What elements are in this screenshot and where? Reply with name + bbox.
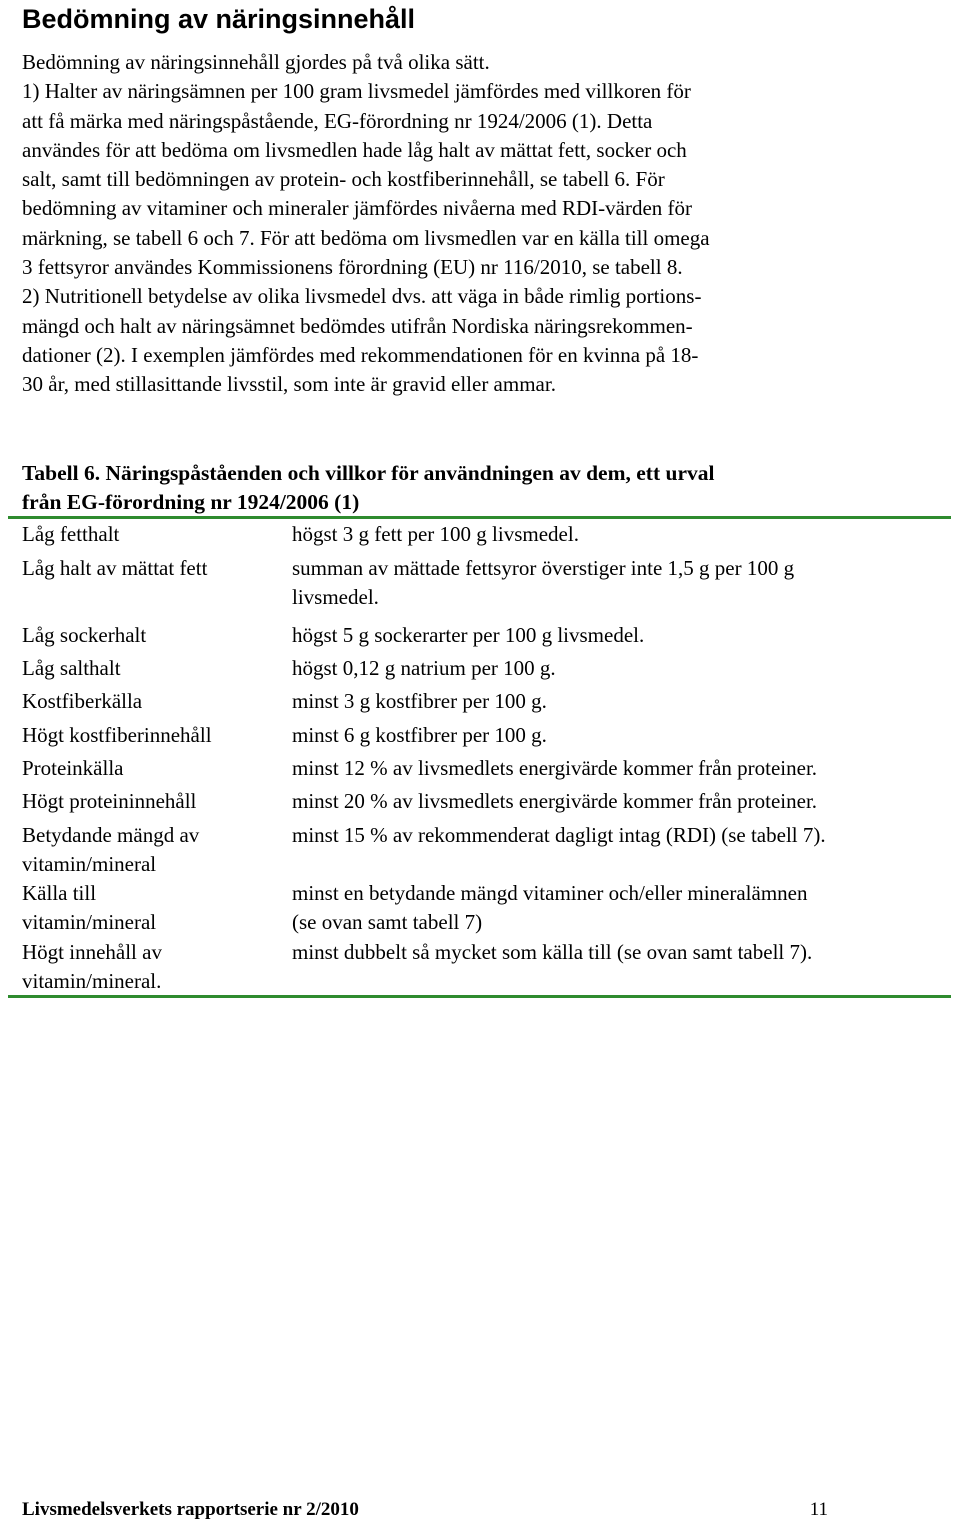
table-caption-line: från EG-förordning nr 1924/2006 (1) [22, 490, 360, 514]
claim-term-line: Högt proteininnehåll [22, 789, 197, 813]
page-number: 11 [809, 1499, 828, 1520]
claim-condition-line: minst 20 % av livsmedlets energivärde kommer från proteiner. [292, 789, 818, 813]
claim-term [22, 787, 284, 816]
claim-term-line: vitamin/mineral [22, 910, 157, 935]
claim-condition [292, 879, 952, 938]
claim-term-line: Proteinkälla [22, 756, 124, 780]
claim-term [22, 721, 284, 750]
intro-line: bedömning av vitaminer och mineraler jämfördes nivåerna med RDI-värden för [22, 196, 693, 221]
claim-term [22, 621, 284, 650]
claim-condition [292, 938, 952, 967]
claim-condition-line: minst en betydande mängd vitaminer och/eller mineralämnen [292, 881, 808, 905]
claim-term-line: Låg halt av mättat fett [22, 556, 208, 580]
claim-condition-line: högst 3 g fett per 100 g livsmedel. [292, 522, 579, 546]
intro-line: dationer (2). I exemplen jämfördes med rekommendationen för en kvinna på 18- [22, 342, 699, 367]
intro-line: Bedömning av näringsinnehåll gjordes på två olika sätt. [22, 50, 490, 74]
claim-condition-line: summan av mättade fettsyror överstiger inte 1,5 g per 100 g [292, 556, 795, 580]
claim-term [22, 938, 284, 997]
intro-line: 1) Halter av näringsämnen per 100 gram livsmedel jämfördes med villkoren för [22, 79, 691, 104]
intro-line: märkning, se tabell 6 och 7. För att bedöma om livsmedlen var en källa till omega [22, 225, 710, 250]
claim-condition [292, 654, 952, 683]
claim-term [22, 879, 284, 938]
claim-term-line: Låg fetthalt [22, 522, 120, 546]
intro-line: 3 fettsyror användes Kommissionens förordning (EU) nr 116/2010, se tabell 8. [22, 255, 683, 280]
report-series: Livsmedelsverkets rapportserie nr 2/2010 [22, 1499, 359, 1520]
intro-paragraph [22, 48, 872, 400]
claim-condition-line: minst 6 g kostfibrer per 100 g. [292, 723, 547, 747]
claim-condition-line: minst 3 g kostfibrer per 100 g. [292, 689, 547, 713]
claim-condition-line: livsmedel. [292, 585, 379, 610]
claim-condition [292, 821, 952, 850]
claim-condition [292, 554, 952, 613]
claim-term [22, 554, 284, 583]
claim-term-line: Betydande mängd av [22, 823, 200, 847]
claim-condition-line: minst dubbelt så mycket som källa till (se ovan samt tabell 7). [292, 940, 813, 964]
claim-term-line: Högt innehåll av [22, 940, 162, 964]
claim-term-line: Kostfiberkälla [22, 689, 143, 713]
claim-term [22, 687, 284, 716]
claim-term-line: Låg sockerhalt [22, 623, 147, 647]
intro-line: att få märka med näringspåstående, EG-förordning nr 1924/2006 (1). Detta [22, 108, 653, 133]
claim-term-line: vitamin/mineral. [22, 969, 162, 994]
claim-term-line: Källa till [22, 881, 97, 905]
claim-term-line: vitamin/mineral [22, 852, 157, 877]
page-footer [22, 1497, 828, 1523]
table-caption [22, 459, 922, 517]
table-caption-line: Tabell 6. Näringspåståenden och villkor för användningen av dem, ett urval [22, 461, 715, 485]
claim-term [22, 520, 284, 549]
claim-condition [292, 520, 952, 549]
claim-condition [292, 621, 952, 650]
intro-line: salt, samt till bedömningen av protein- och kostfiberinnehåll, se tabell 6. För [22, 167, 665, 192]
intro-line: 30 år, med stillasittande livsstil, som inte är gravid eller ammar. [22, 372, 556, 397]
claim-condition-line: högst 5 g sockerarter per 100 g livsmedel. [292, 623, 645, 647]
claim-term-line: Låg salthalt [22, 656, 121, 680]
claim-condition [292, 721, 952, 750]
claim-condition [292, 687, 952, 716]
claim-condition-line: minst 15 % av rekommenderat dagligt intag (RDI) (se tabell 7). [292, 823, 826, 847]
table-top-rule [8, 516, 951, 519]
intro-line: användes för att bedöma om livsmedlen hade låg halt av mättat fett, socker och [22, 137, 687, 162]
claim-term [22, 654, 284, 683]
claim-condition [292, 787, 952, 816]
claim-condition-line: minst 12 % av livsmedlets energivärde kommer från proteiner. [292, 756, 818, 780]
table-bottom-rule [8, 995, 951, 998]
claim-condition [292, 754, 952, 783]
section-heading: Bedömning av näringsinnehåll [22, 4, 416, 34]
claim-term [22, 821, 284, 880]
claim-condition-line: (se ovan samt tabell 7) [292, 910, 483, 935]
claim-condition-line: högst 0,12 g natrium per 100 g. [292, 656, 556, 680]
claim-term-line: Högt kostfiberinnehåll [22, 723, 212, 747]
intro-line: 2) Nutritionell betydelse av olika livsmedel dvs. att väga in både rimlig portions- [22, 284, 702, 309]
claim-term [22, 754, 284, 783]
intro-line: mängd och halt av näringsämnet bedömdes utifrån Nordiska näringsrekommen- [22, 313, 693, 338]
